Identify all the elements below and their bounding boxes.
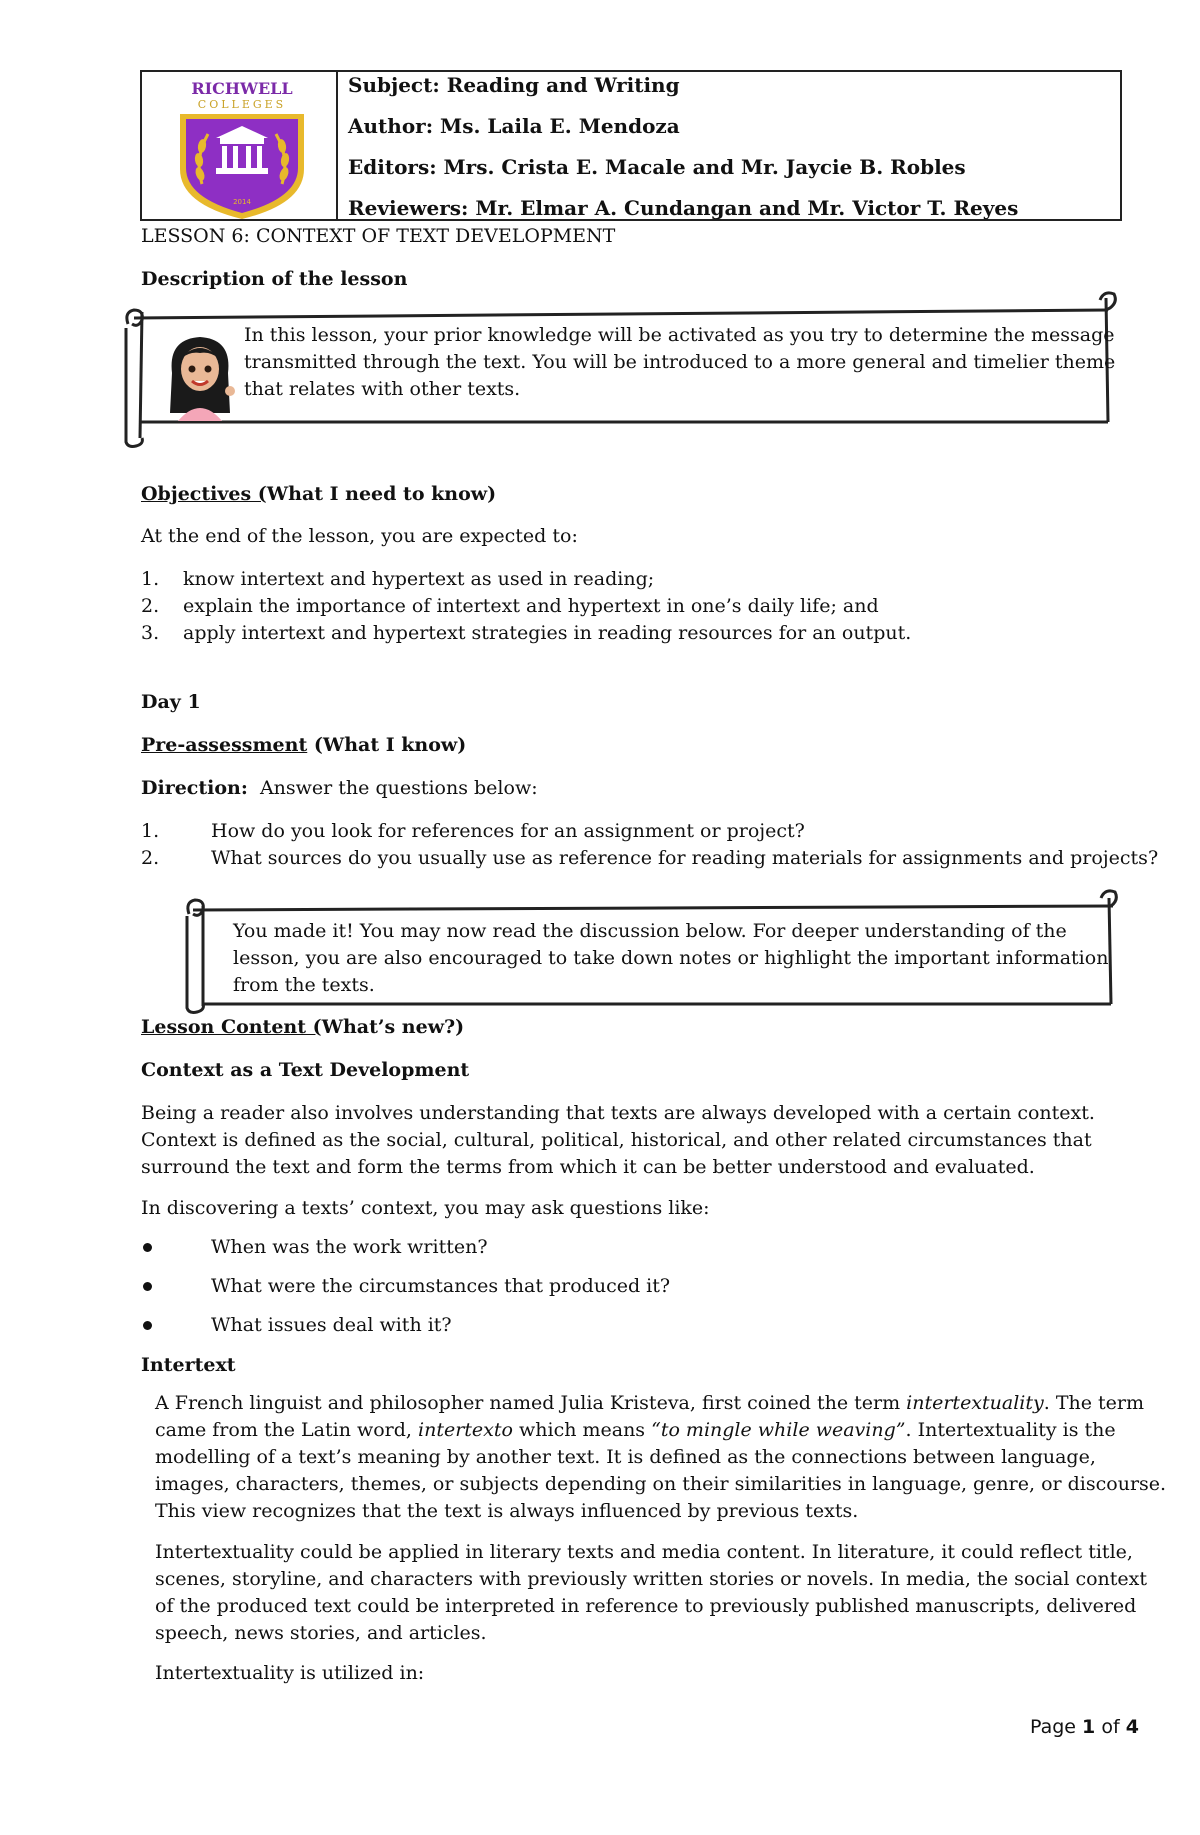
context-subheading: Context as a Text Development <box>141 1059 470 1081</box>
intertext-utilized-in: Intertextuality is utilized in: <box>155 1662 425 1684</box>
intertext-heading: Intertext <box>141 1354 236 1376</box>
intertext-p1-line-3: modelling of a text’s meaning by another text. It is defined as the connections between language, <box>155 1446 1096 1468</box>
objective-1: know intertext and hypertext as used in reading; <box>183 568 655 590</box>
context-para-line-3: surround the text and form the terms from which it can be better understood and evaluated. <box>141 1156 1035 1178</box>
logo-year: 2014 <box>233 198 251 206</box>
bullet-dot <box>143 1243 152 1252</box>
page-number: Page 1 of 4 <box>1030 1716 1139 1738</box>
context-para-line-2: Context is defined as the social, cultural, political, historical, and other related circumstances that <box>141 1129 1092 1151</box>
lesson-content-heading: Lesson Content (What’s new?) <box>141 1016 465 1038</box>
question-2: What sources do you usually use as reference for reading materials for assignments and projects? <box>211 847 1159 869</box>
objective-2: explain the importance of intertext and hypertext in one’s daily life; and <box>183 595 879 617</box>
objective-1-num: 1. <box>141 568 160 590</box>
objective-3: apply intertext and hypertext strategies in reading resources for an output. <box>183 622 912 644</box>
note-line-1: You made it! You may now read the discussion below. For deeper understanding of the <box>233 920 1067 942</box>
reviewers-line: Reviewers: Mr. Elmar A. Cundangan and Mr. Victor T. Reyes <box>348 196 1019 220</box>
intertext-p1-line-4: images, characters, themes, or subjects depending on their similarities in language, genre, or discourse. <box>155 1473 1167 1495</box>
description-heading: Description of the lesson <box>141 268 408 290</box>
objective-2-num: 2. <box>141 595 160 617</box>
bullet-dot <box>143 1321 152 1330</box>
intertext-p2-line-4: speech, news stories, and articles. <box>155 1622 487 1644</box>
day-label: Day 1 <box>141 691 201 713</box>
intertext-p1-line-5: This view recognizes that the text is always influenced by previous texts. <box>155 1500 859 1522</box>
pre-assessment-heading: Pre-assessment (What I know) <box>141 734 467 756</box>
objective-3-num: 3. <box>141 622 160 644</box>
intertext-p2-line-3: of the produced text could be interpreted in reference to previously published manuscripts, delivered <box>155 1595 1137 1617</box>
context-questions-intro: In discovering a texts’ context, you may ask questions like: <box>141 1197 710 1219</box>
note-line-3: from the texts. <box>233 974 375 996</box>
intertext-p1-line-1: A French linguist and philosopher named Julia Kristeva, first coined the term intertextuality. The term <box>155 1392 1145 1414</box>
author-line: Author: Ms. Laila E. Mendoza <box>348 114 680 138</box>
intertext-p2-line-1: Intertextuality could be applied in literary texts and media content. In literature, it could reflect title, <box>155 1541 1133 1563</box>
logo-text-top: RICHWELL <box>191 79 293 98</box>
richwell-colleges-logo <box>150 74 334 219</box>
context-bullet-1: When was the work written? <box>211 1236 488 1258</box>
context-bullet-3: What issues deal with it? <box>211 1314 452 1336</box>
bullet-dot <box>143 1282 152 1291</box>
lesson-title: LESSON 6: CONTEXT OF TEXT DEVELOPMENT <box>141 225 616 247</box>
header-divider <box>336 70 338 221</box>
objectives-intro: At the end of the lesson, you are expected to: <box>141 525 578 547</box>
intertext-p2-line-2: scenes, storyline, and characters with previously written stories or novels. In media, the social context <box>155 1568 1147 1590</box>
subject-line: Subject: Reading and Writing <box>348 73 680 97</box>
note-line-2: lesson, you are also encouraged to take down notes or highlight the important information <box>233 947 1109 969</box>
logo-text-bottom: COLLEGES <box>197 98 287 111</box>
editors-line: Editors: Mrs. Crista E. Macale and Mr. Jaycie B. Robles <box>348 155 966 179</box>
direction-line: Direction: Answer the questions below: <box>141 777 538 799</box>
teacher-avatar <box>160 333 240 421</box>
intertext-p1-line-2: came from the Latin word, intertexto which means “to mingle while weaving”. Intertextuality is the <box>155 1419 1116 1441</box>
objectives-heading: Objectives (What I need to know) <box>141 483 497 505</box>
question-1-num: 1. <box>141 820 160 842</box>
description-line-2: transmitted through the text. You will be introduced to a more general and timelier theme <box>244 351 1116 373</box>
context-bullet-2: What were the circumstances that produced it? <box>211 1275 671 1297</box>
context-para-line-1: Being a reader also involves understanding that texts are always developed with a certain context. <box>141 1102 1095 1124</box>
question-2-num: 2. <box>141 847 160 869</box>
description-line-3: that relates with other texts. <box>244 378 521 400</box>
question-1: How do you look for references for an assignment or project? <box>211 820 805 842</box>
description-line-1: In this lesson, your prior knowledge will be activated as you try to determine the message <box>244 324 1115 346</box>
